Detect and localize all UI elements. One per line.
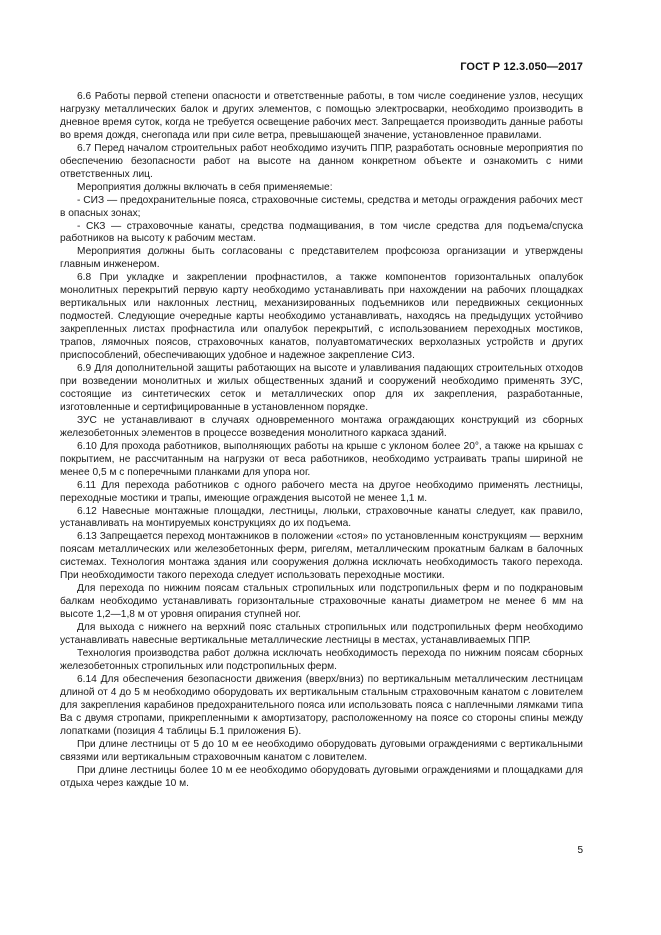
paragraph-ladder-5-10m: При длине лестницы от 5 до 10 м ее необходимо оборудовать дуговыми ограждениями с вертикальными связями или вертикальным страховочным канатом с ловителем. xyxy=(60,738,583,763)
paragraph-measures-approval: Мероприятия должны быть согласованы с представителем профсоюза организации и утверждены главным инженером. xyxy=(60,246,583,271)
paragraph-measures-intro: Мероприятия должны включать в себя применяемые: xyxy=(77,181,333,193)
paragraph-6-12: 6.12 Навесные монтажные площадки, лестницы, люльки, страховочные канаты следует, как правило, устанавливать на монтируемых конструкциях до их подъема. xyxy=(60,505,583,530)
paragraph-6-6: 6.6 Работы первой степени опасности и ответственные работы, в том числе соединение узлов, несущих нагрузку металлических балок и других элементов, с помощью электросварки, необходимо производить в дневное время суток, когда не требуется освещение рабочих мест. Запрещается производить данные работы во время дождя, снегопада или при силе ветра, превышающей значение, установленное правилами. xyxy=(60,91,583,141)
paragraph-lower-chord-crossing: Для перехода по нижним поясам стальных стропильных или подстропильных ферм и по подкрановым балкам необходимо устанавливать горизонтальные страховочные канаты диаметром не менее 6 мм на высоте 1,2—1,8 м от уровня опирания ступней ног. xyxy=(60,583,583,621)
paragraph-zus-note: ЗУС не устанавливают в случаях одновременного монтажа ограждающих конструкций из сборных железобетонных элементов в процессе возведения монолитного каркаса зданий. xyxy=(60,414,583,439)
standard-designation: ГОСТ Р 12.3.050—2017 xyxy=(460,61,583,73)
paragraph-6-9: 6.9 Для дополнительной защиты работающих на высоте и улавливания падающих строительных отходов при возведении монолитных и жилых общественных зданий и сооружений необходимо применять ЗУС, состоящие из синтетических сеток и металлических опор для их закрепления, разработанные, изготовленные и сертифицированные в установленном порядке. xyxy=(60,363,583,413)
paragraph-6-11: 6.11 Для перехода работников с одного рабочего места на другое необходимо применять лестницы, переходные мостики и трапы, имеющие ограждения высотой не менее 1,1 м. xyxy=(60,479,583,504)
document-body xyxy=(60,91,583,790)
list-item-siz: - СИЗ — предохранительные пояса, страховочные системы, средства и методы ограждения рабочих мест в опасных зонах; xyxy=(60,194,583,219)
paragraph-6-7: 6.7 Перед началом строительных работ необходимо изучить ППР, разработать основные мероприятия по обеспечению безопасности работ на высоте на данном конкретном объекте и ознакомить с ними ответственных лиц. xyxy=(60,142,583,180)
paragraph-precast-truss-technology: Технология производства работ должна исключать необходимость перехода по нижним поясам сборных железобетонных стропильных или подстропильных ферм. xyxy=(60,647,583,672)
paragraph-6-10: 6.10 Для прохода работников, выполняющих работы на крыше с уклоном более 20°, а также на крышах с покрытием, не рассчитанным на нагрузки от веса работников, необходимо устраивать трапы шириной не менее 0,5 м с поперечными планками для упора ног. xyxy=(60,440,583,478)
paragraph-6-14: 6.14 Для обеспечения безопасности движения (вверх/вниз) по вертикальным металлическим лестницам длиной от 4 до 5 м необходимо оборудовать их вертикальным стальным страховочным канатом с ловителем для закрепления карабинов предохранительного пояса или использовать пояса с наплечными лямками типа Ва с двумя стропами, прикрепленными к амортизатору, расположенному на поясе со стороны спины между лопатками (позиция 4 таблицы Б.1 приложения Б). xyxy=(60,673,583,737)
paragraph-6-13: 6.13 Запрещается переход монтажников в положении «стоя» по установленным конструкциям — верхним поясам металлических или железобетонных ферм, ригелям, металлическим прокатным балкам в балочных системах. Технология монтажа здания или сооружения должна исключать необходимость такого перехода. При необходимости такого перехода следует использовать переходные мостики. xyxy=(60,531,583,582)
paragraph-6-8: 6.8 При укладке и закреплении профнастилов, а также компонентов горизонтальных опалубок монолитных перекрытий первую карту необходимо устанавливать при нахождении на рабочих площадках вертикальных или наклонных лестниц, механизированных подъемников или передвижных секционных подмостей. Следующие очередные карты необходимо устанавливать, находясь на предыдущих устойчиво закрепленных листах профнастила или опалубок перекрытий, с использованием переходных мостиков, трапов, лямочных поясов, страховочных канатов, полуавтоматических верхолазных устройств и других приспособлений, обеспечивающих удобное и надежное закрепление СИЗ. xyxy=(60,272,583,362)
list-item-skz: - СКЗ — страховочные канаты, средства подмащивания, в том числе средства для подъема/спуска работников на высоту к рабочим местам. xyxy=(60,220,583,245)
paragraph-upper-chord-exit: Для выхода с нижнего на верхний пояс стальных стропильных или подстропильных ферм необходимо устанавливать навесные вертикальные металлические лестницы в местах, устанавливаемых ППР. xyxy=(60,622,583,647)
page-number: 5 xyxy=(577,845,583,856)
paragraph-ladder-over-10m: При длине лестницы более 10 м ее необходимо оборудовать дуговыми ограждениями и площадками для отдыха через каждые 10 м. xyxy=(60,764,583,789)
